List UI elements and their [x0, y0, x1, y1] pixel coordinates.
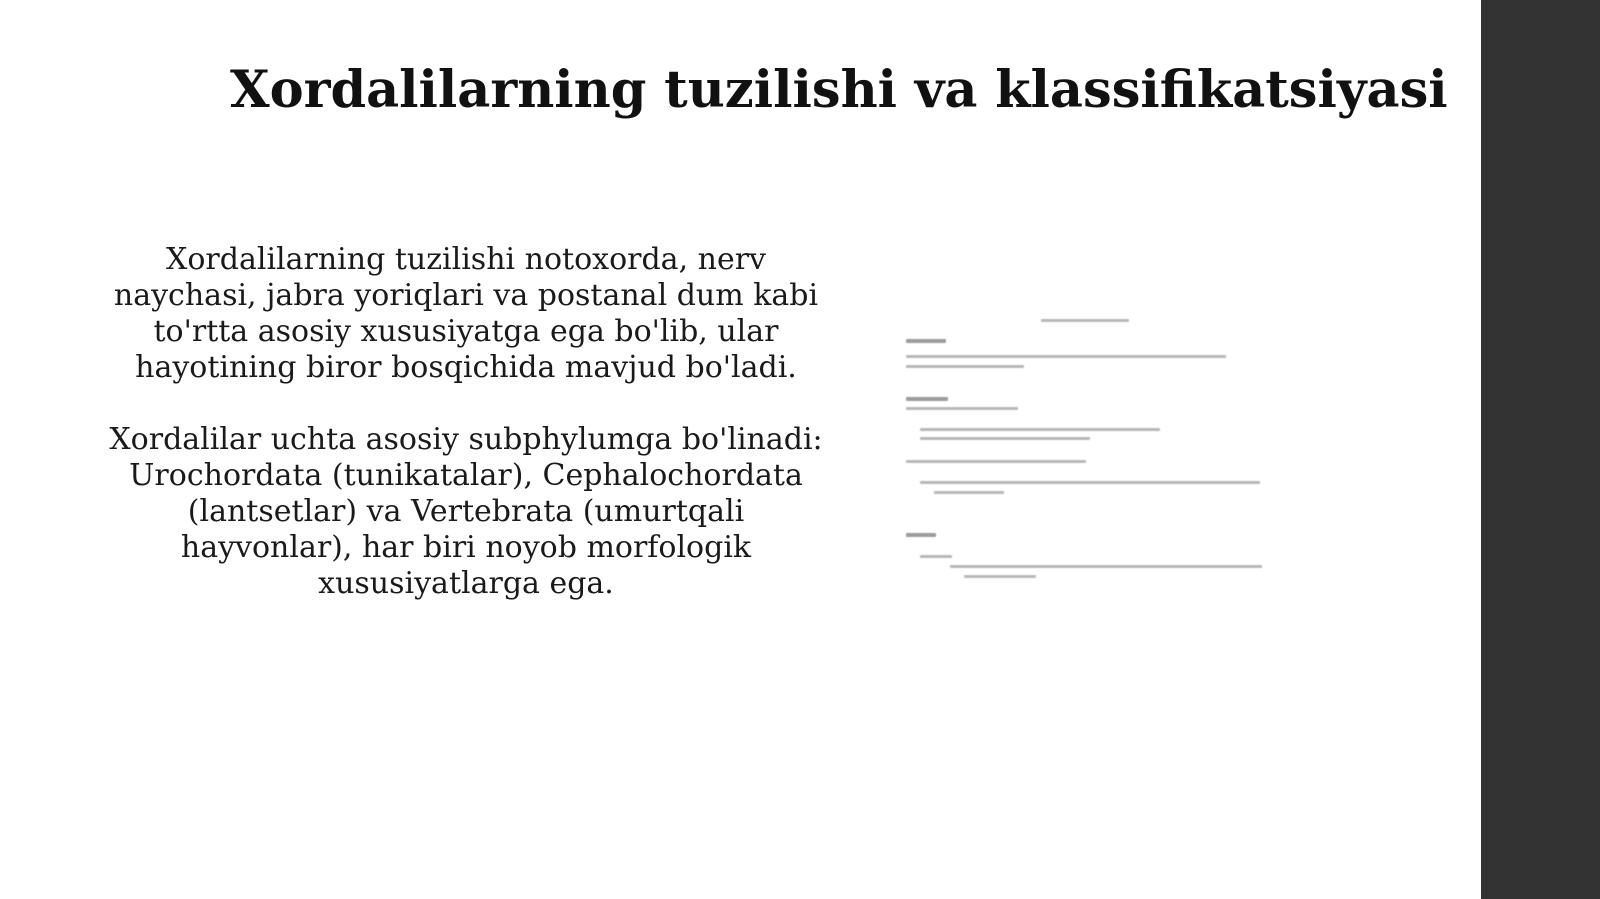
thumbnail-text-line	[920, 437, 1090, 440]
paragraph-classification: Xordalilar uchta asosiy subphylumga bo'linadi: Urochordata (tunikatalar), Cephalochordata (lantsetlar) va Vertebrata (umurtqali hayvonlar), har biri noyob morfologik xususiyatlarga ega.	[109, 422, 823, 601]
thumbnail-text-line	[906, 407, 1018, 410]
thumbnail-text-line	[906, 355, 1226, 358]
thumbnail-title-line	[1041, 319, 1129, 322]
thumbnail-text-line	[920, 428, 1160, 431]
slide-body	[100, 242, 832, 602]
thumbnail-text-line	[950, 565, 1262, 568]
thumbnail-text-line	[906, 460, 1086, 463]
thumbnail-heading-line	[906, 339, 946, 343]
thumbnail-heading-line	[906, 533, 936, 537]
thumbnail-text-line	[906, 365, 1024, 368]
thumbnail-text-line	[964, 575, 1036, 578]
side-bar	[1481, 0, 1600, 899]
paragraph-structure: Xordalilarning tuzilishi notoxorda, nerv naychasi, jabra yoriqlari va postanal dum kabi to'rtta asosiy xususiyatga ega bo'lib, ular hayotining biror bosqichida mavjud bo'ladi.	[113, 242, 819, 385]
thumbnail-text-line	[934, 491, 1004, 494]
thumbnail-text-line	[920, 555, 952, 558]
slide-title: Xordalilarning tuzilishi va klassifikatsiyasi	[230, 60, 1448, 120]
thumbnail-heading-line	[906, 397, 948, 401]
document-thumbnail-image	[906, 315, 1266, 605]
thumbnail-text-line	[920, 481, 1260, 484]
